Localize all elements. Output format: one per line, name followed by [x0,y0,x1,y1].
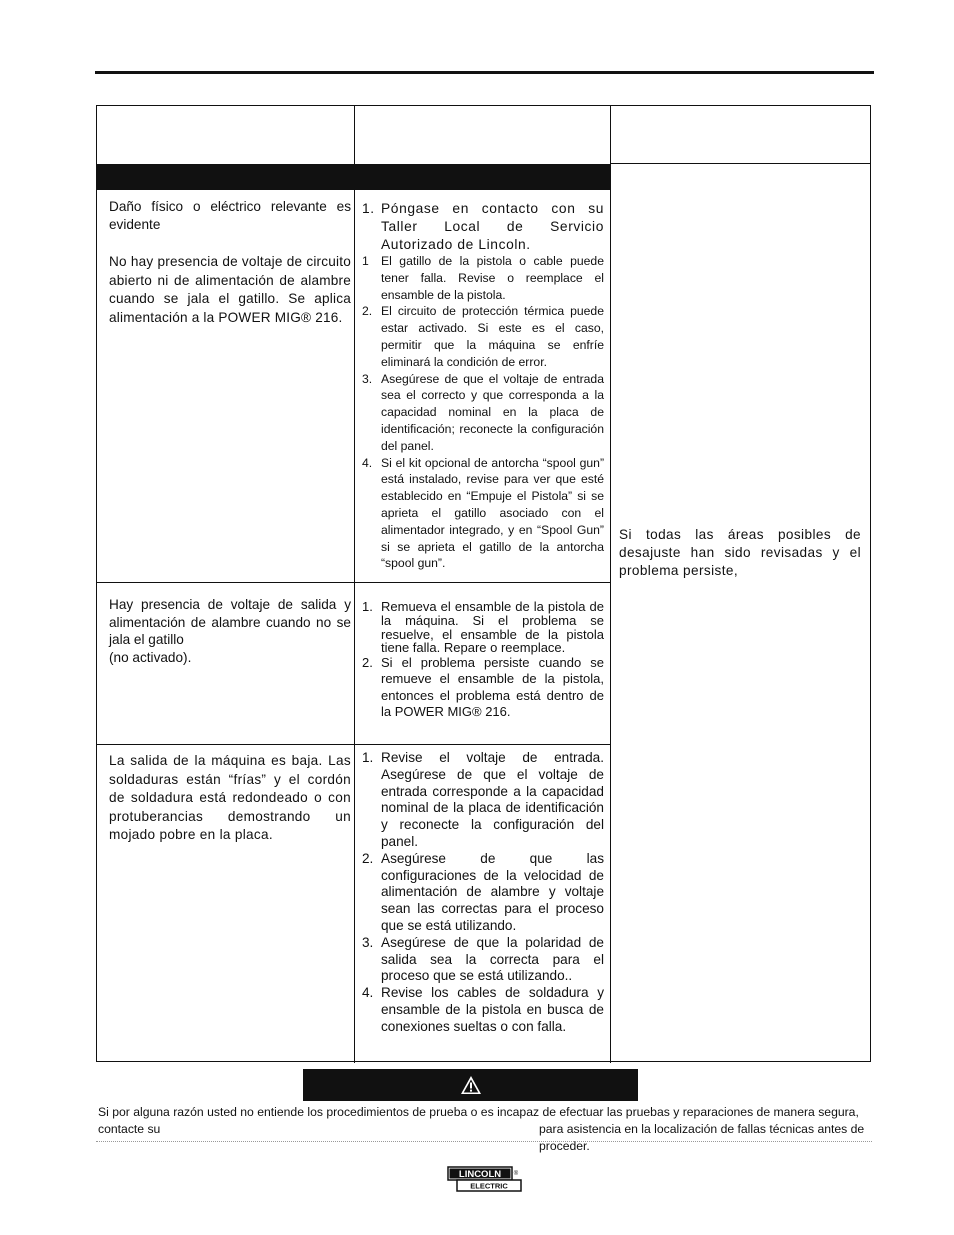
step-number: 3. [362,371,373,386]
symptom-row-1: Daño físico o eléctrico relevante es evidente [109,199,351,232]
step-number: 1. [362,201,375,216]
steps-row-4 [362,750,604,1036]
step-text: Remueva el ensamble de la pistola de la máquina. Si el problema se resuelve, el ensamble de la pistola tiene falla. Repare o reemplace. [381,599,604,656]
symptom-row-4: La salida de la máquina es baja. Las soldaduras están “frías” y el cordón de soldadura está redondeado o con protuberancias demostrando un mojado pobre en la placa. [109,753,351,842]
step-4-2 [362,851,604,935]
step-2-3 [362,371,604,455]
step-number: 1. [362,750,374,765]
step-3-1 [362,600,604,655]
step-text: El circuito de protección térmica puede estar activado. Si este es el caso, permitir que la máquina se enfríe eliminará la condición de error. [381,304,604,369]
step-3-2 [362,655,604,720]
symptom-row-3 [109,596,351,666]
caution-line-2-start: contacte su [98,1122,161,1136]
row-divider-4 [97,744,610,745]
step-number: 1 [362,254,369,268]
row-divider-3 [97,582,610,583]
warning-triangle-icon [460,1075,482,1095]
header-row-divider [610,163,870,164]
column-divider-2 [610,106,611,1063]
step-text: Si el kit opcional de antorcha “spool gun” está instalado, revise para ver que esté establecido en “Empuje el Pistola” si se aprieta el gatillo asociado con el alimentador integrado, y en “Spool Gun” si se aprieta el gatillo de la antorcha “spool gun”. [381,455,604,571]
step-text: El gatillo de la pistola o cable puede tener falla. Revise o reemplace el ensamble de la pistola. [381,254,604,302]
step-text: Asegúrese de que las configuraciones de la velocidad de alimentación de alambre y voltaje sean las correctas para el proceso que se está utilizando. [381,850,604,933]
symptom-text: Hay presencia de voltaje de salida y alimentación de alambre cuando no se jala el gatillo [109,597,351,647]
step-4-1 [362,750,604,851]
step-number: 4. [362,985,374,1001]
step-number: 2. [362,304,373,319]
symptom-row-2: No hay presencia de voltaje de circuito abierto ni de alimentación de alambre cuando se jala el gatillo. Se aplica alimentación a la POWER MIG® 216. [109,254,351,325]
logo-registered-mark: ® [513,1171,519,1177]
step-text: Revise el voltaje de entrada. Asegúrese de que el voltaje de entrada corresponde a la capacidad nominal de la placa de identificación y reconecte la configuración del panel. [381,750,604,849]
caution-line-2-end: para asistencia en la localización de fallas técnicas antes de proceder. [539,1122,865,1153]
troubleshooting-table [96,105,871,1062]
step-2-2 [362,303,604,370]
step-text: Asegúrese de que la polaridad de salida sea la correcta para el proceso que se está utilizando.. [381,934,604,984]
recommendation-text: Si todas las áreas posibles de desajuste han sido revisadas y el problema persiste, [619,527,861,578]
logo-top-text: LINCOLN [458,1169,502,1180]
caution-bar [303,1069,638,1101]
step-1-1 [362,200,604,254]
section-bar [97,164,610,190]
steps-row-3 [362,600,604,720]
step-4-4 [362,985,604,1035]
step-number: 3. [362,934,374,950]
step-number: 2. [362,850,374,866]
step-number: 4. [362,455,373,470]
lincoln-electric-logo [447,1166,523,1194]
step-text: Si el problema persiste cuando se remueve el ensamble de la pistola, entonces el problema está dentro de la POWER MIG® 216. [381,655,604,720]
step-2-4 [362,455,604,573]
symptom-note: (no activado). [109,649,192,665]
step-text: Asegúrese de que el voltaje de entrada sea el correcto y que corresponda a la capacidad nominal en la placa de identificación; reconecte la configuración del panel. [381,371,604,453]
column-divider-1 [354,106,355,1063]
step-2-1 [362,253,604,303]
step-number: 1. [362,599,373,614]
steps-row-1 [362,200,604,254]
step-4-3 [362,935,604,985]
step-text: Revise los cables de soldadura y ensamble de la pistola en busca de conexiones sueltas o con falla. [381,985,604,1034]
step-text: Póngase en contacto con su Taller Local de Servicio Autorizado de Lincoln. [381,201,604,252]
caution-line-1: Si por alguna razón usted no entiende los procedimientos de prueba o es incapaz de efectuar las pruebas y reparaciones de manera segura, [98,1105,859,1119]
caution-message [98,1104,873,1153]
header-rule [95,71,874,74]
steps-row-2 [362,253,604,572]
logo-bottom-text: ELECTRIC [470,1181,508,1191]
step-number: 2. [362,655,373,671]
footer-divider [96,1141,872,1142]
